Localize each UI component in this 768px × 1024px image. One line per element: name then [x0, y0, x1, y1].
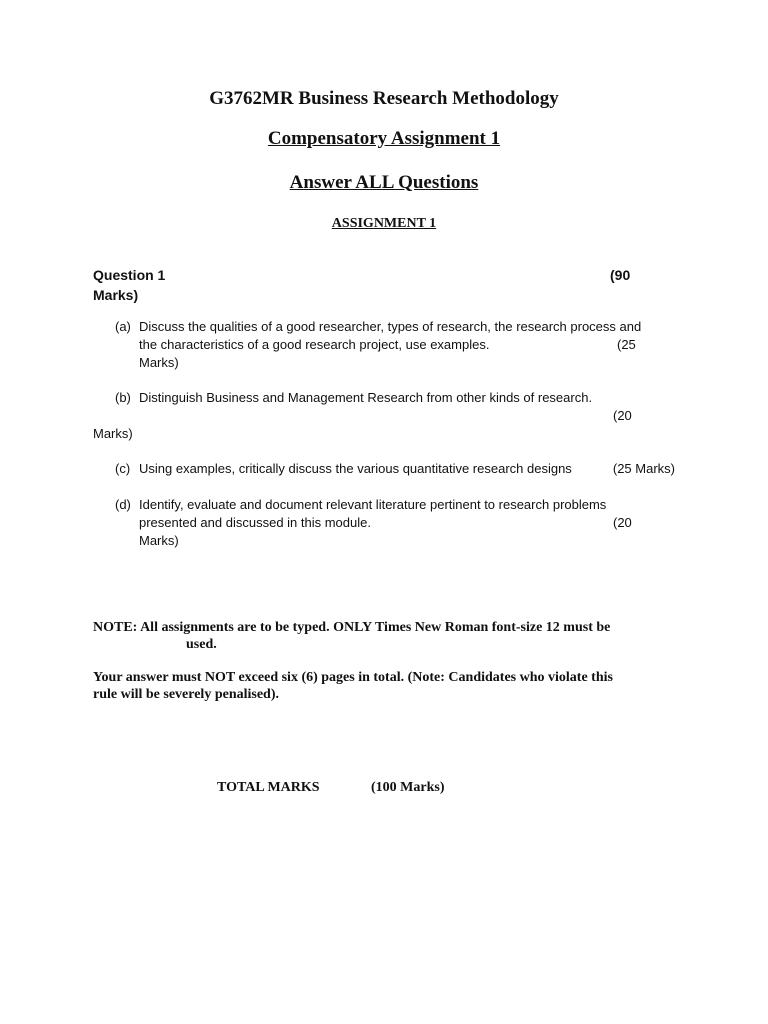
question-marks-bottom: Marks)	[93, 287, 139, 303]
question-part-a	[115, 318, 675, 372]
note-line: NOTE: All assignments are to be typed. ONLY Times New Roman font-size 12 must be	[93, 620, 611, 635]
total-marks-value: (100 Marks)	[371, 780, 445, 795]
part-marks-suffix: Marks)	[139, 355, 179, 370]
note-typing	[93, 619, 675, 653]
instruction-heading: Answer ALL Questions	[289, 172, 479, 193]
part-letter: (a)	[115, 319, 131, 334]
part-text-line: Using examples, critically discuss the various quantitative research designs	[139, 461, 572, 476]
part-b-marks: (20	[613, 408, 632, 423]
total-marks-label: TOTAL MARKS	[217, 780, 320, 795]
part-marks-suffix: Marks)	[139, 533, 179, 548]
part-marks: (20	[613, 515, 632, 530]
course-title: G3762MR Business Research Methodology	[209, 88, 559, 109]
assignment-title: Compensatory Assignment 1	[267, 128, 501, 149]
note-line: rule will be severely penalised).	[93, 687, 279, 702]
part-letter: (c)	[115, 461, 131, 476]
part-text-line: the characteristics of a good research project, use examples.	[139, 337, 490, 352]
note-line: Your answer must NOT exceed six (6) pages in total. (Note: Candidates who violate this	[93, 670, 613, 685]
part-text-line: Distinguish Business and Management Research from other kinds of research.	[139, 390, 593, 405]
part-b-marks-suffix: Marks)	[93, 426, 133, 441]
question-part-c	[115, 460, 675, 478]
section-label: ASSIGNMENT 1	[331, 216, 437, 231]
part-marks: (25 Marks)	[612, 461, 675, 476]
question-part-b	[115, 389, 675, 407]
part-marks: (25	[617, 337, 636, 352]
part-text-line: presented and discussed in this module.	[139, 515, 371, 530]
question-part-d	[115, 496, 675, 550]
part-text-line: Discuss the qualities of a good researcher, types of research, the research process and	[139, 319, 642, 334]
question-title: Question 1	[93, 267, 166, 283]
part-letter: (b)	[115, 390, 131, 405]
note-page-limit	[93, 669, 675, 703]
part-text-line: Identify, evaluate and document relevant literature pertinent to research problems	[139, 497, 607, 512]
question-marks-top: (90	[610, 267, 631, 283]
note-line: used.	[186, 637, 217, 652]
part-letter: (d)	[115, 497, 131, 512]
